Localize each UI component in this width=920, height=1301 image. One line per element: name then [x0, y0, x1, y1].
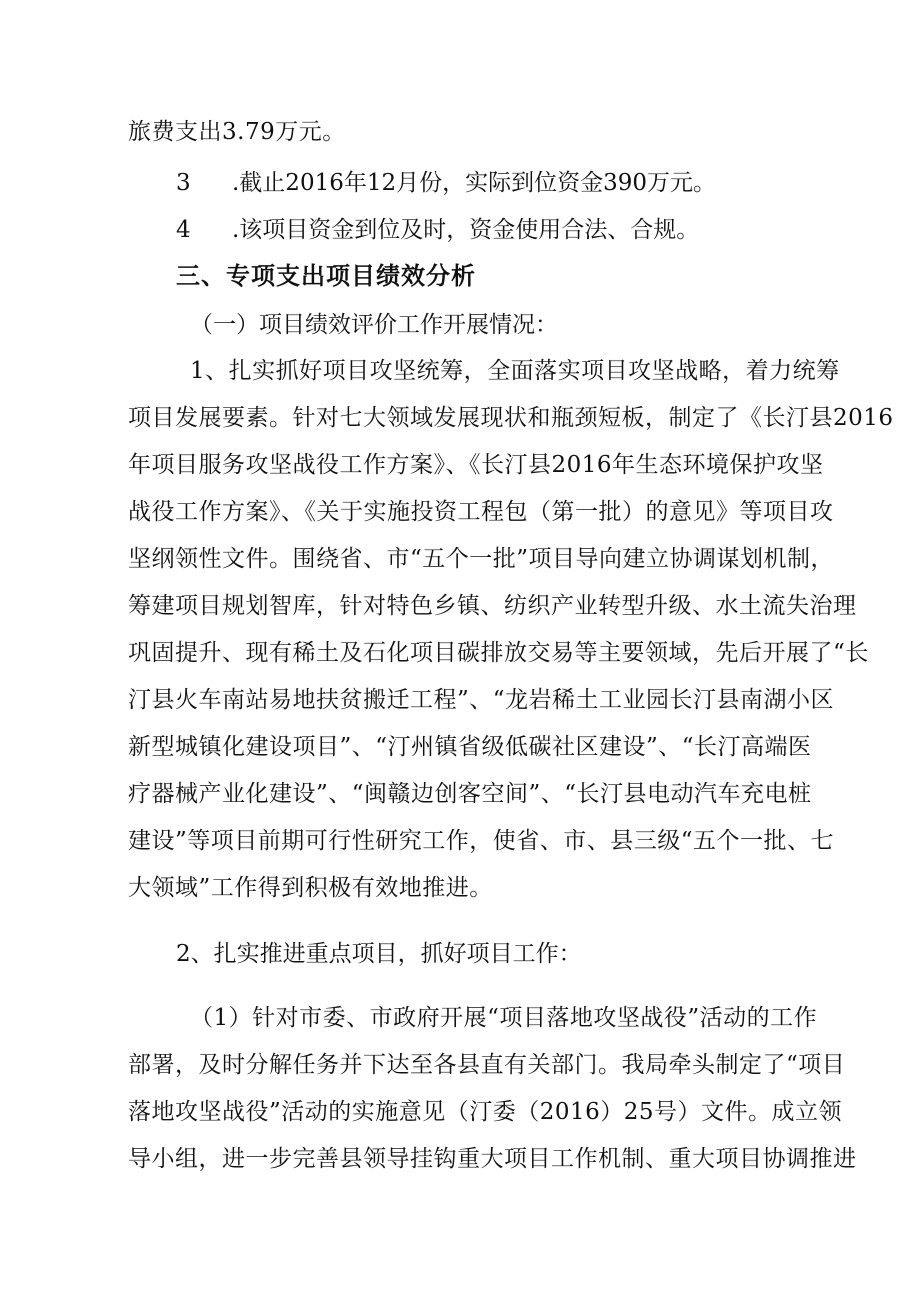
- paragraph-line: 1、扎实抓好项目攻坚统筹，全面落实项目攻坚战略，着力统筹: [190, 358, 840, 384]
- paragraph-line: 筹建项目规划智库，针对特色乡镇、纺织产业转型升级、水土流失治理: [128, 593, 857, 619]
- subsection-heading: （一）项目绩效评价工作开展情况：: [190, 312, 558, 338]
- paragraph-line: 建设”等项目前期可行性研究工作，使省、市、县三级“五个一批、七: [128, 828, 835, 854]
- list-number: 4: [176, 217, 191, 243]
- paragraph-line: 汀县火车南站易地扶贫搬迁工程”、“龙岩稀土工业园长汀县南湖小区: [128, 687, 835, 713]
- list-number: 3: [176, 170, 191, 196]
- list-item-text: .截止2016年12月份，实际到位资金390万元。: [232, 170, 717, 196]
- paragraph-line: 落地攻坚战役”活动的实施意见（汀委（2016）25号）文件。成立领: [128, 1099, 843, 1125]
- paragraph-line: 年项目服务攻坚战役工作方案》、《长汀县2016年生态环境保护攻坚: [128, 452, 824, 478]
- paragraph-line: 项目发展要素。针对七大领域发展现状和瓶颈短板，制定了《长汀县2016: [128, 405, 894, 431]
- paragraph-line: 新型城镇化建设项目”、“汀州镇省级低碳社区建设”、“长汀高端医: [128, 734, 812, 760]
- paragraph-line: 战役工作方案》、《关于实施投资工程包（第一批）的意见》等项目攻: [128, 499, 834, 525]
- paragraph-line: 疗器械产业化建设”、“闽赣边创客空间”、“长汀县电动汽车充电桩: [128, 781, 812, 807]
- paragraph-line: 大领域”工作得到积极有效地推进。: [128, 875, 493, 901]
- text-line: 旅费支出3.79万元。: [128, 119, 346, 145]
- paragraph-line: 巩固提升、现有稀土及石化项目碳排放交易等主要领域，先后开展了“长: [128, 640, 869, 666]
- paragraph-line: 导小组，进一步完善县领导挂钩重大项目工作机制、重大项目协调推进: [128, 1146, 857, 1172]
- paragraph-line: （1）针对市委、市政府开展“项目落地攻坚战役”活动的工作: [190, 1005, 818, 1031]
- list-item-text: .该项目资金到位及时，资金使用合法、合规。: [232, 217, 700, 243]
- paragraph-line: 坚纲领性文件。围绕省、市“五个一批”项目导向建立协调谋划机制，: [128, 546, 835, 572]
- paragraph-heading: 2、扎实推进重点项目，抓好项目工作：: [176, 941, 582, 967]
- paragraph-line: 部署，及时分解任务并下达至各县直有关部门。我局牵头制定了“项目: [128, 1052, 846, 1078]
- section-heading: 三、专项支出项目绩效分析: [176, 262, 476, 290]
